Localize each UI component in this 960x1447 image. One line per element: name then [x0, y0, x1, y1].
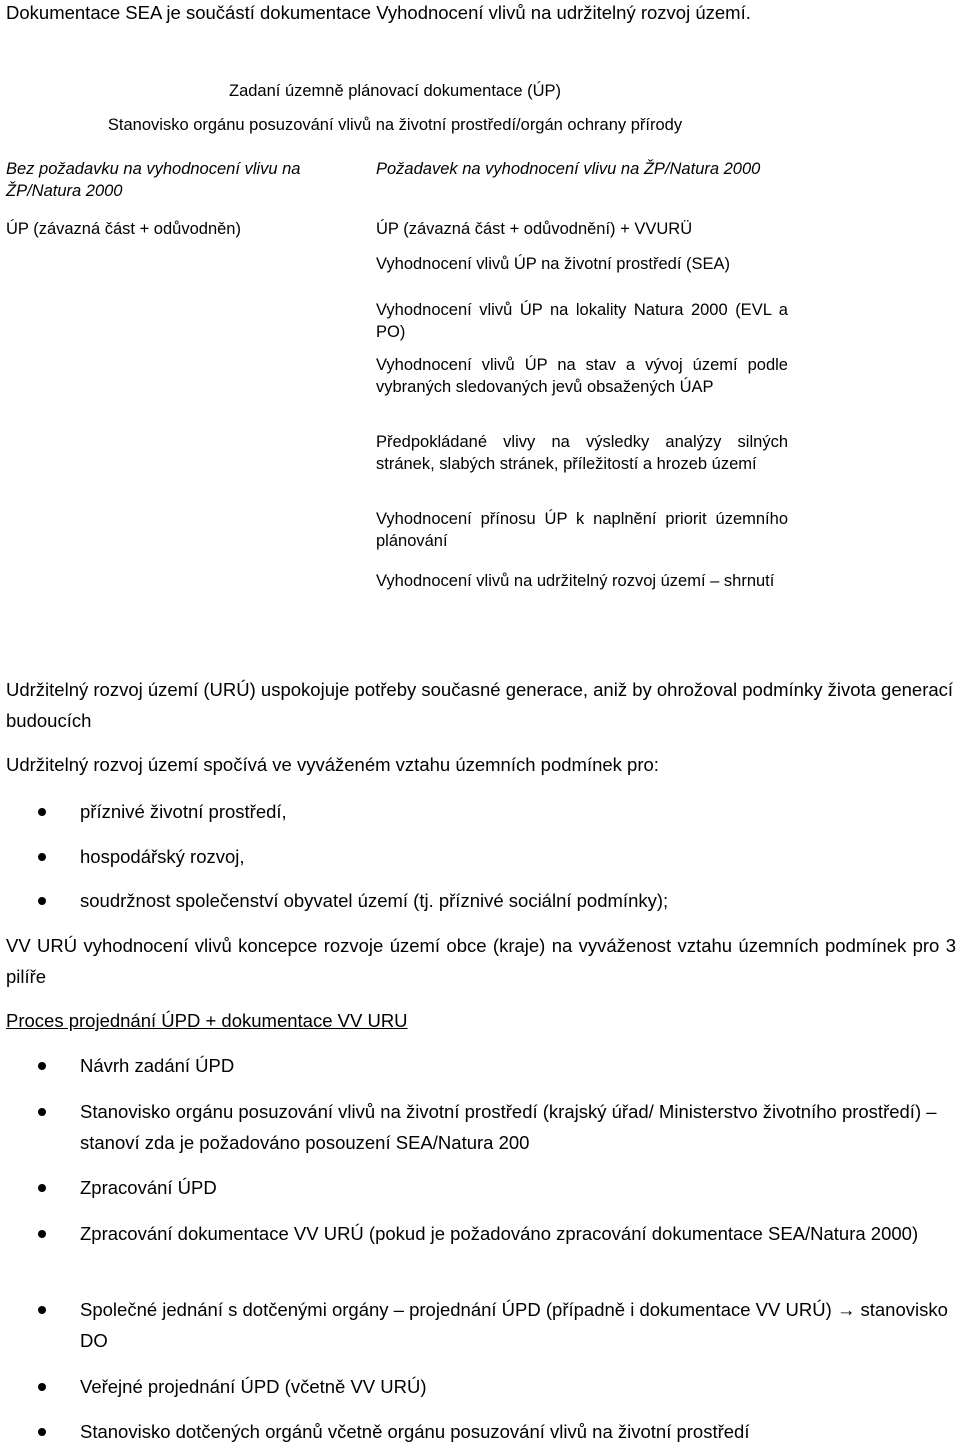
bullet-icon	[38, 808, 46, 816]
bullet-icon	[38, 853, 46, 861]
paragraph-urú-definition: Udržitelný rozvoj území (URÚ) uspokojuje potřeby současné generace, aniž by ohrožoval podmínky života generací budoucích	[6, 679, 954, 731]
right-item: Vyhodnocení přínosu ÚP k naplnění priorit územního plánování	[376, 510, 788, 550]
paragraph-urú-balance: Udržitelný rozvoj území spočívá ve vyváženém vztahu územních podmínek pro:	[6, 754, 659, 775]
bullet-icon	[38, 1306, 46, 1314]
bullet-icon	[38, 1230, 46, 1238]
right-item: Předpokládané vlivy na výsledky analýzy silných stránek, slabých stránek, příležitostí a hrozeb území	[376, 433, 788, 473]
process-heading: Proces projednání ÚPD + dokumentace VV URU	[6, 1010, 408, 1031]
bullet-icon	[38, 1108, 46, 1116]
right-item: Vyhodnocení vlivů ÚP na lokality Natura 2000 (EVL a PO)	[376, 301, 788, 341]
bullet-icon	[38, 1383, 46, 1391]
right-item: Vyhodnocení vlivů na udržitelný rozvoj území – shrnutí	[376, 572, 775, 590]
right-item: ÚP (závazná část + odůvodnění) + VVURÜ	[376, 220, 693, 238]
bullet-icon	[38, 1428, 46, 1436]
paragraph-vv-uru: VV URÚ vyhodnocení vlivů koncepce rozvoje území obce (kraje) na vyváženost vztahu územních podmínek pro 3 pilíře	[6, 935, 956, 987]
left-heading: Bez požadavku na vyhodnocení vlivu na ŽP/Natura 2000	[6, 160, 301, 200]
right-item: Vyhodnocení vlivů ÚP na životní prostředí (SEA)	[376, 255, 731, 273]
bullet-icon	[38, 897, 46, 905]
right-heading: Požadavek na vyhodnocení vlivu na ŽP/Natura 2000	[376, 160, 761, 178]
scheme-title-2: Stanovisko orgánu posuzování vlivů na životní prostředí/orgán ochrany přírody	[107, 116, 683, 134]
right-item: Vyhodnocení vlivů ÚP na stav a vývoj území podle vybraných sledovaných jevů obsažených ÚAP	[376, 356, 788, 396]
bullet-icon	[38, 1184, 46, 1192]
scheme-title-1: Zadaní územně plánovací dokumentace (ÚP)	[228, 82, 561, 100]
bullet-icon	[38, 1062, 46, 1070]
intro-line: Dokumentace SEA je součástí dokumentace Vyhodnocení vlivů na udržitelný rozvoj území.	[6, 2, 751, 23]
left-item: ÚP (závazná část + odůvodněn)	[6, 220, 241, 238]
